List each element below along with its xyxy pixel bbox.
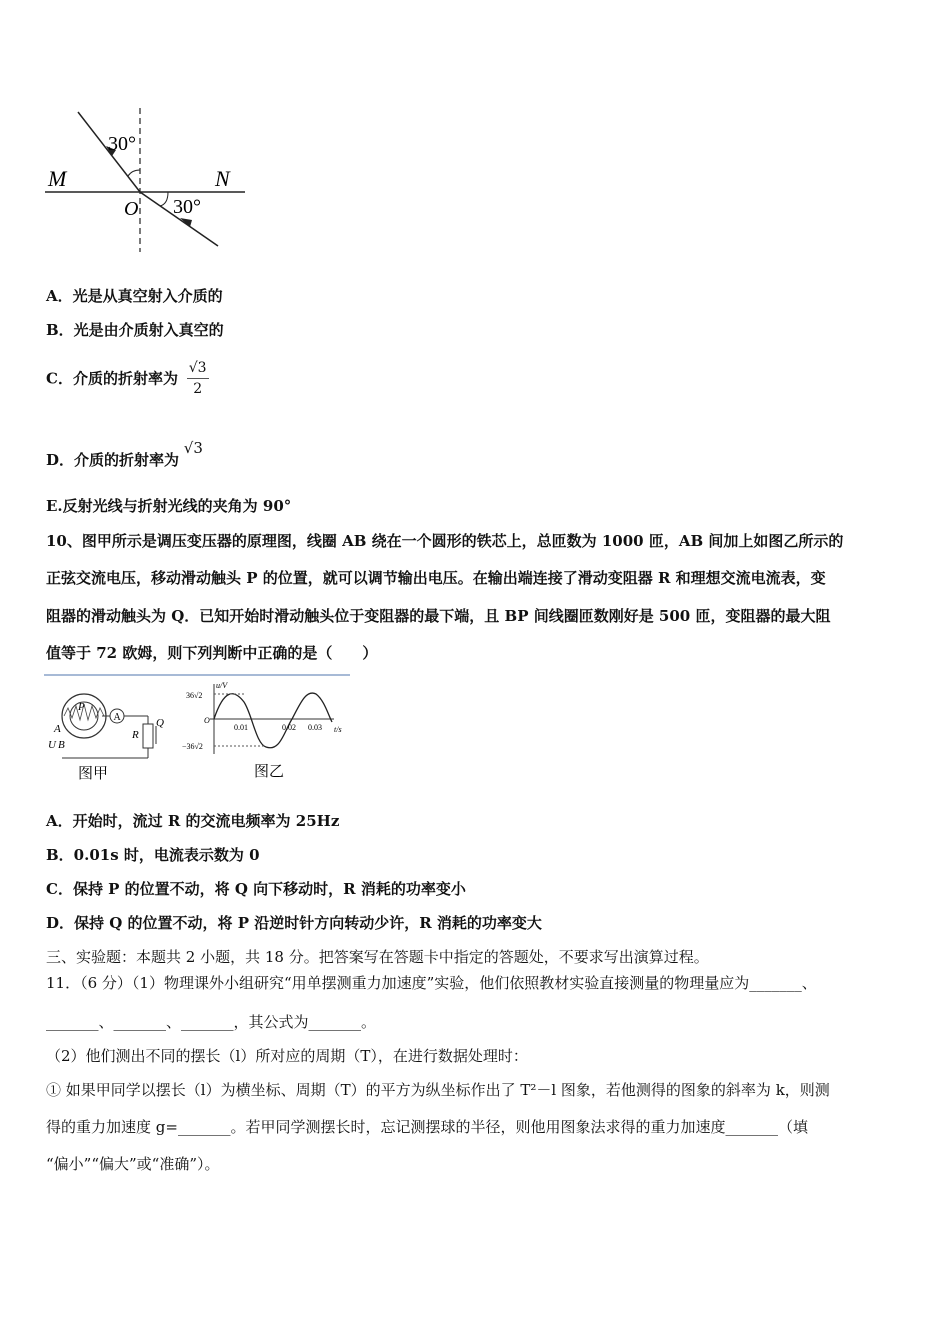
q10-option-d: D．保持 Q 的位置不动，将 P 沿逆时针方向转动少许，R 消耗的功率变大 — [46, 914, 542, 932]
q11-line-2: _______、_______、_______，其公式为_______。 — [46, 1013, 377, 1031]
fraction-denominator: 2 — [193, 381, 203, 397]
sine-wave — [214, 693, 332, 748]
y-top-tick: 36√2 — [186, 691, 203, 700]
voltage-graph — [182, 681, 342, 754]
rheostat-symbol — [143, 724, 153, 748]
fraction-sqrt3-over-2 — [187, 358, 209, 399]
figure-jia-caption: 图甲 — [78, 764, 109, 782]
angle-bottom-label: 30° — [173, 196, 201, 218]
section-3-heading: 三、实验题：本题共 2 小题，共 18 分。把答案写在答题卡中指定的答题处，不要求写出演算过程。 — [46, 948, 709, 966]
label-m: M — [48, 166, 67, 191]
q11-line-4: ① 如果甲同学以摆长（l）为横坐标、周期（T）的平方为纵坐标作出了 T²－l 图象，若他测得的图象的斜率为 k，则测 — [46, 1081, 830, 1099]
q10-line-3: 阻器的滑动触头为 Q．已知开始时滑动触头位于变阻器的最下端，且 BP 间线圈匝数刚好是 500 匝，变阻器的最大阻 — [46, 607, 831, 625]
label-q: Q — [156, 717, 164, 729]
angle-top-label: 30° — [108, 133, 136, 155]
option-a: A．光是从真空射入介质的 — [46, 287, 223, 305]
sqrt3: √3 — [183, 439, 203, 457]
q10-option-c: C．保持 P 的位置不动，将 Q 向下移动时，R 消耗的功率变小 — [46, 880, 466, 898]
q10-line-1: 10、图甲所示是调压变压器的原理图，线圈 AB 绕在一个圆形的铁芯上，总匝数为 1000 匝，AB 间加上如图乙所示的 — [46, 532, 844, 550]
label-n: N — [215, 166, 230, 191]
x-tick-2: 0.02 — [282, 723, 296, 732]
q11-line-1: 11．（6 分）（1）物理课外小组研究“用单摆测重力加速度”实验，他们依照教材实验直接测量的物理量应为_______、 — [46, 974, 817, 992]
q11-line-5: 得的重力加速度 g=_______。若甲同学测摆长时，忘记测摆球的半径，则他用图象法求得的重力加速度_______（填 — [46, 1118, 808, 1136]
figure-yi-caption: 图乙 — [254, 762, 285, 780]
refraction-diagram — [40, 100, 255, 260]
option-b: B．光是由介质射入真空的 — [46, 321, 224, 339]
fraction-numerator: √3 — [187, 358, 209, 379]
ammeter-label: A — [113, 712, 121, 723]
q10-option-b: B．0.01s 时，电流表示数为 0 — [46, 846, 260, 864]
q11-line-6: “偏小”“偏大”或“准确”）。 — [46, 1155, 220, 1173]
label-r: R — [132, 729, 139, 741]
q10-option-a: A．开始时，流过 R 的交流电频率为 25Hz — [46, 812, 340, 830]
origin-label: O — [204, 716, 210, 725]
label-u: U — [48, 739, 56, 751]
label-p: P — [78, 701, 85, 713]
option-c — [46, 358, 209, 399]
label-b: B — [58, 739, 65, 751]
label-o: O — [124, 198, 139, 220]
transformer-circuit — [48, 694, 164, 758]
y-axis-label: u/V — [216, 681, 228, 690]
label-a: A — [54, 723, 61, 735]
option-c-text: C．介质的折射率为 — [46, 369, 178, 388]
q10-line-4: 值等于 72 欧姆，则下列判断中正确的是（ ） — [46, 644, 378, 662]
x-axis-label: t/s — [334, 725, 342, 734]
x-tick-3: 0.03 — [308, 723, 322, 732]
q10-figures — [44, 674, 354, 786]
q10-line-2: 正弦交流电压，移动滑动触头 P 的位置，就可以调节输出电压。在输出端连接了滑动变阻器 R 和理想交流电流表，变 — [46, 569, 826, 587]
y-bottom-tick: −36√2 — [182, 742, 203, 751]
q11-line-3: （2）他们测出不同的摆长（l）所对应的周期（T），在进行数据处理时： — [46, 1047, 528, 1065]
x-tick-1: 0.01 — [234, 723, 248, 732]
option-e: E.反射光线与折射光线的夹角为 90° — [46, 497, 292, 515]
option-d-text: D．介质的折射率为 — [46, 451, 180, 469]
option-d — [46, 438, 203, 469]
